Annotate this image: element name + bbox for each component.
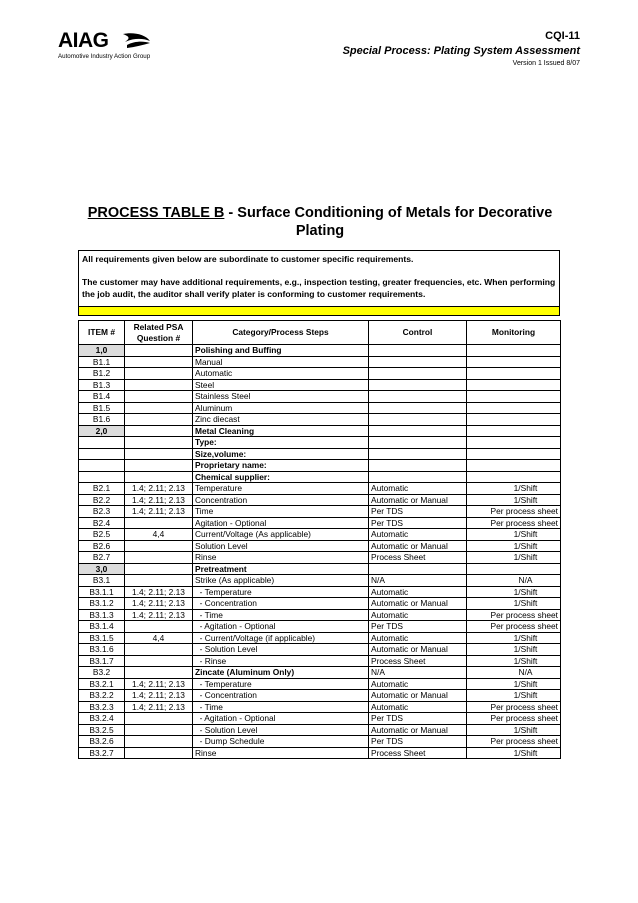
- table-row: [79, 598, 561, 610]
- cell-step: Current/Voltage (As applicable): [193, 529, 369, 541]
- logo-text: AIAG: [58, 29, 109, 52]
- note-1: All requirements given below are subordinate to customer specific requirements.: [82, 254, 414, 264]
- cell-psa-question: [125, 517, 193, 529]
- cell-monitoring: [467, 563, 561, 575]
- table-row: [79, 655, 561, 667]
- cell-step: Zinc diecast: [193, 414, 369, 426]
- cell-psa-question: 1.4; 2.11; 2.13: [125, 483, 193, 495]
- cell-psa-question: [125, 747, 193, 759]
- header-psa-question: Related PSA Question #: [125, 321, 193, 345]
- cell-step: Manual: [193, 356, 369, 368]
- cell-item: B3.2.1: [79, 678, 125, 690]
- table-row: [79, 414, 561, 426]
- cell-item: B3.1.4: [79, 621, 125, 633]
- cell-monitoring: 1/Shift: [467, 598, 561, 610]
- cell-control: Process Sheet: [369, 747, 467, 759]
- cell-psa-question: [125, 736, 193, 748]
- cell-item: B3.1.5: [79, 632, 125, 644]
- cell-psa-question: [125, 713, 193, 725]
- cell-control: Per TDS: [369, 506, 467, 518]
- cell-psa-question: [125, 644, 193, 656]
- cell-control: Automatic: [369, 678, 467, 690]
- table-row: [79, 552, 561, 564]
- cell-step: - Dump Schedule: [193, 736, 369, 748]
- cell-psa-question: [125, 471, 193, 483]
- cell-step: - Rinse: [193, 655, 369, 667]
- cell-control: [369, 368, 467, 380]
- table-row: [79, 724, 561, 736]
- cell-psa-question: 4,4: [125, 632, 193, 644]
- cell-control: Automatic or Manual: [369, 724, 467, 736]
- table-row: [79, 529, 561, 541]
- cell-monitoring: [467, 437, 561, 449]
- cell-control: [369, 345, 467, 357]
- cell-item: B2.2: [79, 494, 125, 506]
- cell-monitoring: [467, 368, 561, 380]
- cell-step: Strike (As applicable): [193, 575, 369, 587]
- cell-item: B3.2.4: [79, 713, 125, 725]
- table-row: [79, 494, 561, 506]
- cell-psa-question: [125, 402, 193, 414]
- cell-item: B3.1: [79, 575, 125, 587]
- cell-control: [369, 471, 467, 483]
- cell-psa-question: [125, 391, 193, 403]
- document-code: CQI-11: [545, 30, 580, 42]
- cell-step: - Agitation - Optional: [193, 621, 369, 633]
- cell-step: Chemical supplier:: [193, 471, 369, 483]
- cell-step: Aluminum: [193, 402, 369, 414]
- cell-step: Solution Level: [193, 540, 369, 552]
- cell-monitoring: [467, 345, 561, 357]
- cell-monitoring: [467, 425, 561, 437]
- cell-item: B3.1.1: [79, 586, 125, 598]
- cell-item: B3.1.2: [79, 598, 125, 610]
- table-row: [79, 621, 561, 633]
- cell-item: B3.1.3: [79, 609, 125, 621]
- table-row: [79, 747, 561, 759]
- table-row: [79, 437, 561, 449]
- table-row: [79, 586, 561, 598]
- cell-control: Automatic: [369, 483, 467, 495]
- cell-item: B2.5: [79, 529, 125, 541]
- cell-step: - Time: [193, 609, 369, 621]
- cell-monitoring: 1/Shift: [467, 552, 561, 564]
- cell-step: Pretreatment: [193, 563, 369, 575]
- cell-step: Size,volume:: [193, 448, 369, 460]
- cell-monitoring: [467, 391, 561, 403]
- cell-control: Automatic: [369, 701, 467, 713]
- cell-step: - Solution Level: [193, 644, 369, 656]
- cell-psa-question: 1.4; 2.11; 2.13: [125, 690, 193, 702]
- cell-control: Per TDS: [369, 736, 467, 748]
- cell-monitoring: Per process sheet: [467, 701, 561, 713]
- requirements-notes: [78, 250, 560, 306]
- cell-item: [79, 448, 125, 460]
- cell-monitoring: 1/Shift: [467, 483, 561, 495]
- cell-step: - Concentration: [193, 690, 369, 702]
- cell-psa-question: [125, 724, 193, 736]
- cell-monitoring: Per process sheet: [467, 517, 561, 529]
- cell-psa-question: [125, 448, 193, 460]
- cell-control: [369, 391, 467, 403]
- cell-control: Per TDS: [369, 621, 467, 633]
- cell-monitoring: 1/Shift: [467, 540, 561, 552]
- cell-monitoring: [467, 471, 561, 483]
- cell-item: 1,0: [79, 345, 125, 357]
- cell-item: B3.1.6: [79, 644, 125, 656]
- table-row: [79, 678, 561, 690]
- cell-control: [369, 379, 467, 391]
- header-monitoring: Monitoring: [467, 321, 561, 345]
- table-row: [79, 736, 561, 748]
- cell-psa-question: [125, 552, 193, 564]
- process-table: [78, 320, 561, 759]
- cell-item: B2.6: [79, 540, 125, 552]
- cell-control: [369, 356, 467, 368]
- cell-item: B3.2.7: [79, 747, 125, 759]
- page-title-rest: - Surface Conditioning of Metals for Decorative Plating: [224, 205, 553, 239]
- cell-monitoring: 1/Shift: [467, 724, 561, 736]
- cell-step: - Agitation - Optional: [193, 713, 369, 725]
- cell-psa-question: [125, 414, 193, 426]
- table-row: [79, 402, 561, 414]
- cell-control: Per TDS: [369, 517, 467, 529]
- cell-psa-question: 4,4: [125, 529, 193, 541]
- cell-item: B2.1: [79, 483, 125, 495]
- cell-monitoring: Per process sheet: [467, 713, 561, 725]
- cell-control: [369, 563, 467, 575]
- cell-monitoring: [467, 448, 561, 460]
- cell-monitoring: 1/Shift: [467, 529, 561, 541]
- swoosh-icon: [121, 31, 151, 51]
- cell-step: Rinse: [193, 552, 369, 564]
- cell-monitoring: [467, 356, 561, 368]
- cell-psa-question: [125, 356, 193, 368]
- cell-item: [79, 460, 125, 472]
- table-row: [79, 644, 561, 656]
- cell-monitoring: 1/Shift: [467, 632, 561, 644]
- cell-item: B2.4: [79, 517, 125, 529]
- cell-psa-question: [125, 575, 193, 587]
- table-row: [79, 563, 561, 575]
- cell-step: - Time: [193, 701, 369, 713]
- cell-item: 3,0: [79, 563, 125, 575]
- cell-control: Automatic: [369, 586, 467, 598]
- cell-item: B1.4: [79, 391, 125, 403]
- table-row: [79, 368, 561, 380]
- table-row: [79, 690, 561, 702]
- document-version: Version 1 Issued 8/07: [512, 60, 580, 67]
- cell-item: B1.3: [79, 379, 125, 391]
- cell-step: - Current/Voltage (if applicable): [193, 632, 369, 644]
- yellow-band: [78, 306, 560, 316]
- cell-psa-question: 1.4; 2.11; 2.13: [125, 494, 193, 506]
- cell-control: Automatic or Manual: [369, 598, 467, 610]
- cell-item: B2.3: [79, 506, 125, 518]
- cell-step: Zincate (Aluminum Only): [193, 667, 369, 679]
- table-body: [79, 345, 561, 759]
- cell-item: [79, 471, 125, 483]
- cell-psa-question: [125, 540, 193, 552]
- cell-step: Metal Cleaning: [193, 425, 369, 437]
- header-category: Category/Process Steps: [193, 321, 369, 345]
- cell-control: Automatic: [369, 632, 467, 644]
- cell-step: - Temperature: [193, 678, 369, 690]
- aiag-logo: [58, 30, 178, 66]
- cell-item: B2.7: [79, 552, 125, 564]
- cell-step: Temperature: [193, 483, 369, 495]
- cell-psa-question: [125, 379, 193, 391]
- cell-control: Automatic or Manual: [369, 494, 467, 506]
- cell-psa-question: [125, 345, 193, 357]
- cell-item: B1.5: [79, 402, 125, 414]
- cell-monitoring: [467, 414, 561, 426]
- cell-step: Type:: [193, 437, 369, 449]
- page-title-table-name: PROCESS TABLE B: [87, 205, 225, 221]
- cell-control: Automatic or Manual: [369, 644, 467, 656]
- cell-step: Steel: [193, 379, 369, 391]
- cell-item: 2,0: [79, 425, 125, 437]
- cell-step: Time: [193, 506, 369, 518]
- cell-step: - Temperature: [193, 586, 369, 598]
- cell-psa-question: [125, 425, 193, 437]
- cell-psa-question: [125, 655, 193, 667]
- cell-control: N/A: [369, 667, 467, 679]
- cell-psa-question: [125, 437, 193, 449]
- cell-step: - Concentration: [193, 598, 369, 610]
- document-title: Special Process: Plating System Assessment: [342, 45, 580, 57]
- table-row: [79, 425, 561, 437]
- header-item: ITEM #: [79, 321, 125, 345]
- cell-item: [79, 437, 125, 449]
- cell-control: [369, 437, 467, 449]
- cell-control: Automatic or Manual: [369, 540, 467, 552]
- cell-step: Stainless Steel: [193, 391, 369, 403]
- cell-psa-question: 1.4; 2.11; 2.13: [125, 678, 193, 690]
- cell-step: Agitation - Optional: [193, 517, 369, 529]
- cell-control: [369, 402, 467, 414]
- cell-control: N/A: [369, 575, 467, 587]
- cell-step: Rinse: [193, 747, 369, 759]
- cell-psa-question: [125, 368, 193, 380]
- cell-monitoring: 1/Shift: [467, 678, 561, 690]
- cell-psa-question: 1.4; 2.11; 2.13: [125, 701, 193, 713]
- cell-monitoring: N/A: [467, 575, 561, 587]
- cell-control: Per TDS: [369, 713, 467, 725]
- cell-step: Concentration: [193, 494, 369, 506]
- cell-psa-question: [125, 563, 193, 575]
- note-2: The customer may have additional requirements, e.g., inspection testing, greater frequencies, etc. When performing the job audit, the auditor shall verify plater is conforming to customer requirements.: [82, 276, 556, 299]
- cell-item: B1.6: [79, 414, 125, 426]
- cell-item: B1.2: [79, 368, 125, 380]
- cell-monitoring: [467, 460, 561, 472]
- table-row: [79, 460, 561, 472]
- cell-item: B3.1.7: [79, 655, 125, 667]
- cell-control: Process Sheet: [369, 655, 467, 667]
- cell-item: B3.2.5: [79, 724, 125, 736]
- header-control: Control: [369, 321, 467, 345]
- cell-item: B1.1: [79, 356, 125, 368]
- cell-item: B3.2.6: [79, 736, 125, 748]
- cell-monitoring: [467, 379, 561, 391]
- cell-monitoring: 1/Shift: [467, 655, 561, 667]
- cell-psa-question: 1.4; 2.11; 2.13: [125, 598, 193, 610]
- cell-monitoring: 1/Shift: [467, 586, 561, 598]
- table-row: [79, 540, 561, 552]
- cell-monitoring: 1/Shift: [467, 690, 561, 702]
- cell-control: [369, 425, 467, 437]
- cell-control: Automatic or Manual: [369, 690, 467, 702]
- cell-psa-question: 1.4; 2.11; 2.13: [125, 609, 193, 621]
- cell-psa-question: [125, 621, 193, 633]
- cell-control: [369, 448, 467, 460]
- table-row: [79, 701, 561, 713]
- table-row: [79, 345, 561, 357]
- cell-monitoring: Per process sheet: [467, 621, 561, 633]
- cell-monitoring: 1/Shift: [467, 747, 561, 759]
- cell-step: Automatic: [193, 368, 369, 380]
- cell-control: [369, 460, 467, 472]
- cell-psa-question: [125, 667, 193, 679]
- cell-monitoring: [467, 402, 561, 414]
- table-row: [79, 483, 561, 495]
- cell-monitoring: Per process sheet: [467, 609, 561, 621]
- table-row: [79, 379, 561, 391]
- table-row: [79, 713, 561, 725]
- cell-item: B3.2.2: [79, 690, 125, 702]
- table-row: [79, 632, 561, 644]
- cell-step: - Solution Level: [193, 724, 369, 736]
- table-row: [79, 609, 561, 621]
- cell-control: Process Sheet: [369, 552, 467, 564]
- logo-subtitle: Automotive Industry Action Group: [58, 53, 151, 60]
- cell-psa-question: 1.4; 2.11; 2.13: [125, 586, 193, 598]
- table-header-row: [79, 321, 561, 345]
- table-row: [79, 517, 561, 529]
- cell-item: B3.2.3: [79, 701, 125, 713]
- cell-monitoring: Per process sheet: [467, 506, 561, 518]
- table-row: [79, 391, 561, 403]
- cell-monitoring: 1/Shift: [467, 644, 561, 656]
- table-row: [79, 356, 561, 368]
- table-row: [79, 471, 561, 483]
- page-title: [70, 204, 570, 240]
- cell-psa-question: [125, 460, 193, 472]
- cell-psa-question: 1.4; 2.11; 2.13: [125, 506, 193, 518]
- cell-step: Proprietary name:: [193, 460, 369, 472]
- cell-step: Polishing and Buffing: [193, 345, 369, 357]
- table-row: [79, 667, 561, 679]
- table-row: [79, 575, 561, 587]
- cell-monitoring: 1/Shift: [467, 494, 561, 506]
- table-row: [79, 448, 561, 460]
- cell-control: Automatic: [369, 609, 467, 621]
- cell-control: [369, 414, 467, 426]
- cell-item: B3.2: [79, 667, 125, 679]
- table-row: [79, 506, 561, 518]
- cell-monitoring: Per process sheet: [467, 736, 561, 748]
- cell-monitoring: N/A: [467, 667, 561, 679]
- cell-control: Automatic: [369, 529, 467, 541]
